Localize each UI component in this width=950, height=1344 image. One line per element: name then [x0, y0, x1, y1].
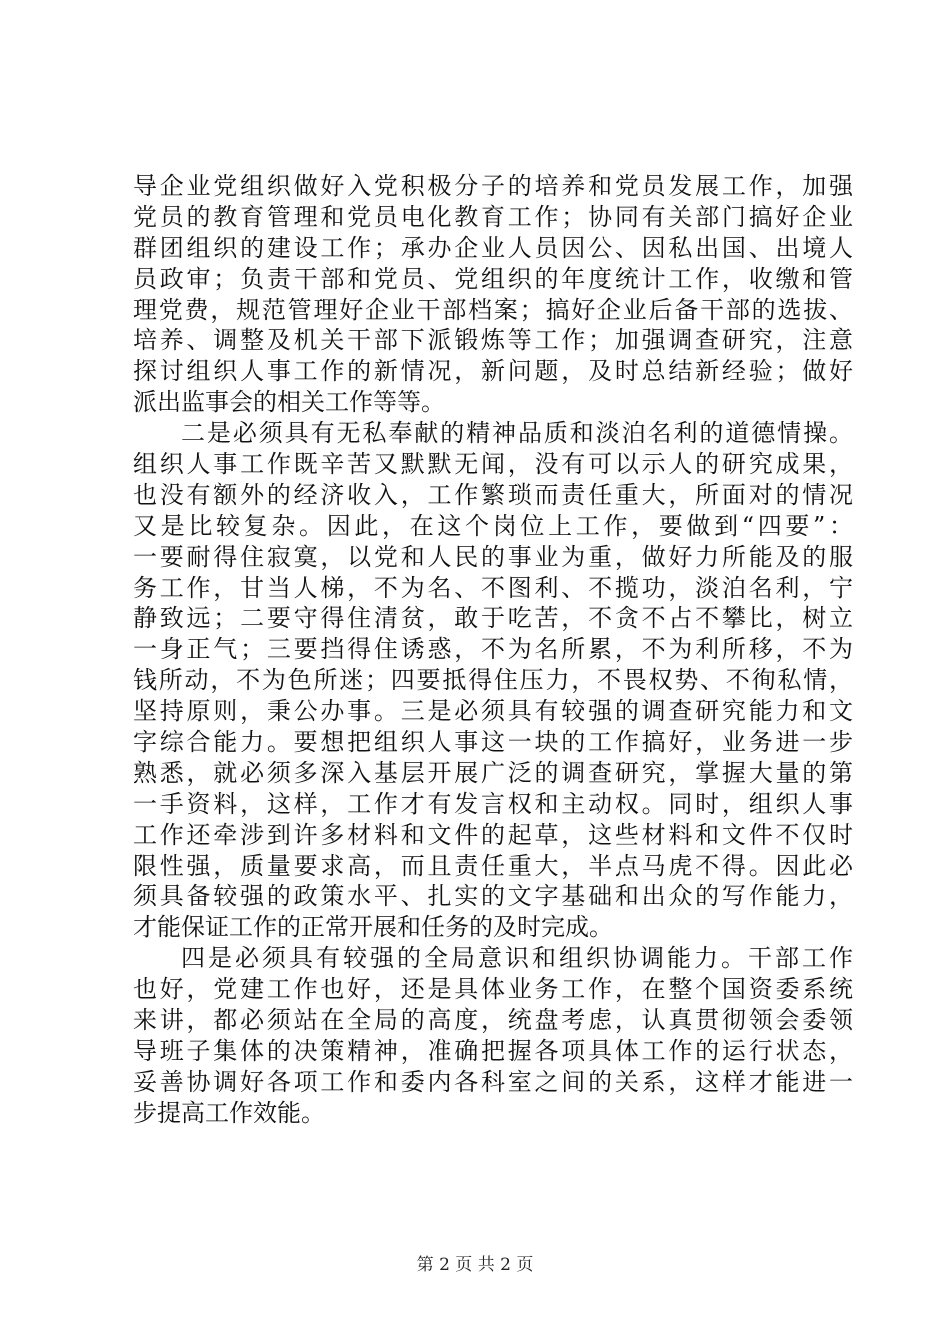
text-line: 理党费，规范管理好企业干部档案；搞好企业后备干部的选拔、 — [133, 295, 853, 324]
text-line: 熟悉，就必须多深入基层开展广泛的调查研究，掌握大量的第 — [133, 758, 853, 787]
text-line: 又是比较复杂。因此，在这个岗位上工作，要做到“四要”： — [133, 511, 853, 540]
text-line: 导企业党组织做好入党积极分子的培养和党员发展工作，加强 — [133, 172, 853, 200]
text-line: 导班子集体的决策精神，准确把握各项具体工作的运行状态， — [133, 1036, 853, 1065]
paragraph-first-line: 四是必须具有较强的全局意识和组织协调能力。干部工作 — [181, 944, 853, 973]
text-line: 群团组织的建设工作；承办企业人员因公、因私出国、出境人 — [133, 233, 853, 262]
text-line: 一手资料，这样，工作才有发言权和主动权。同时，组织人事 — [133, 789, 853, 818]
text-line: 一要耐得住寂寞，以党和人民的事业为重，做好力所能及的服 — [133, 542, 853, 571]
text-line: 组织人事工作既辛苦又默默无闻，没有可以示人的研究成果， — [133, 450, 853, 479]
text-line: 坚持原则，秉公办事。三是必须具有较强的调查研究能力和文 — [133, 697, 853, 726]
text-line: 务工作，甘当人梯，不为名、不图利、不揽功，淡泊名利，宁 — [133, 573, 853, 602]
text-line: 培养、调整及机关干部下派锻炼等工作；加强调查研究，注意 — [133, 326, 853, 355]
text-line: 须具备较强的政策水平、扎实的文字基础和出众的写作能力， — [133, 882, 853, 911]
text-line: 步提高工作效能。 — [133, 1098, 325, 1127]
text-line: 妥善协调好各项工作和委内各科室之间的关系，这样才能进一 — [133, 1067, 853, 1096]
text-line: 党员的教育管理和党员电化教育工作；协同有关部门搞好企业 — [133, 202, 853, 231]
text-line: 限性强，质量要求高，而且责任重大，半点马虎不得。因此必 — [133, 851, 853, 880]
text-line: 静致远；二要守得住清贫，敢于吃苦，不贪不占不攀比，树立 — [133, 604, 853, 633]
text-line: 探讨组织人事工作的新情况，新问题，及时总结新经验；做好 — [133, 357, 853, 386]
page-number-footer: 第 2 页 共 2 页 — [416, 1255, 534, 1275]
document-body — [133, 171, 853, 1129]
text-line: 字综合能力。要想把组织人事这一块的工作搞好，业务进一步 — [133, 728, 853, 757]
text-line: 也好，党建工作也好，还是具体业务工作，在整个国资委系统 — [133, 975, 853, 1004]
text-line: 员政审；负责干部和党员、党组织的年度统计工作，收缴和管 — [133, 264, 853, 293]
text-line: 才能保证工作的正常开展和任务的及时完成。 — [133, 913, 613, 942]
text-line: 派出监事会的相关工作等等。 — [133, 388, 445, 417]
text-line: 一身正气；三要挡得住诱惑，不为名所累，不为利所移，不为 — [133, 635, 853, 664]
text-line: 也没有额外的经济收入，工作繁琐而责任重大，所面对的情况 — [133, 480, 853, 509]
paragraph-first-line: 二是必须具有无私奉献的精神品质和淡泊名利的道德情操。 — [181, 419, 853, 448]
text-line: 钱所动，不为色所迷；四要抵得住压力，不畏权势、不徇私情， — [133, 666, 853, 695]
text-line: 工作还牵涉到许多材料和文件的起草，这些材料和文件不仅时 — [133, 820, 853, 849]
text-line: 来讲，都必须站在全局的高度，统盘考虑，认真贯彻领会委领 — [133, 1006, 853, 1035]
